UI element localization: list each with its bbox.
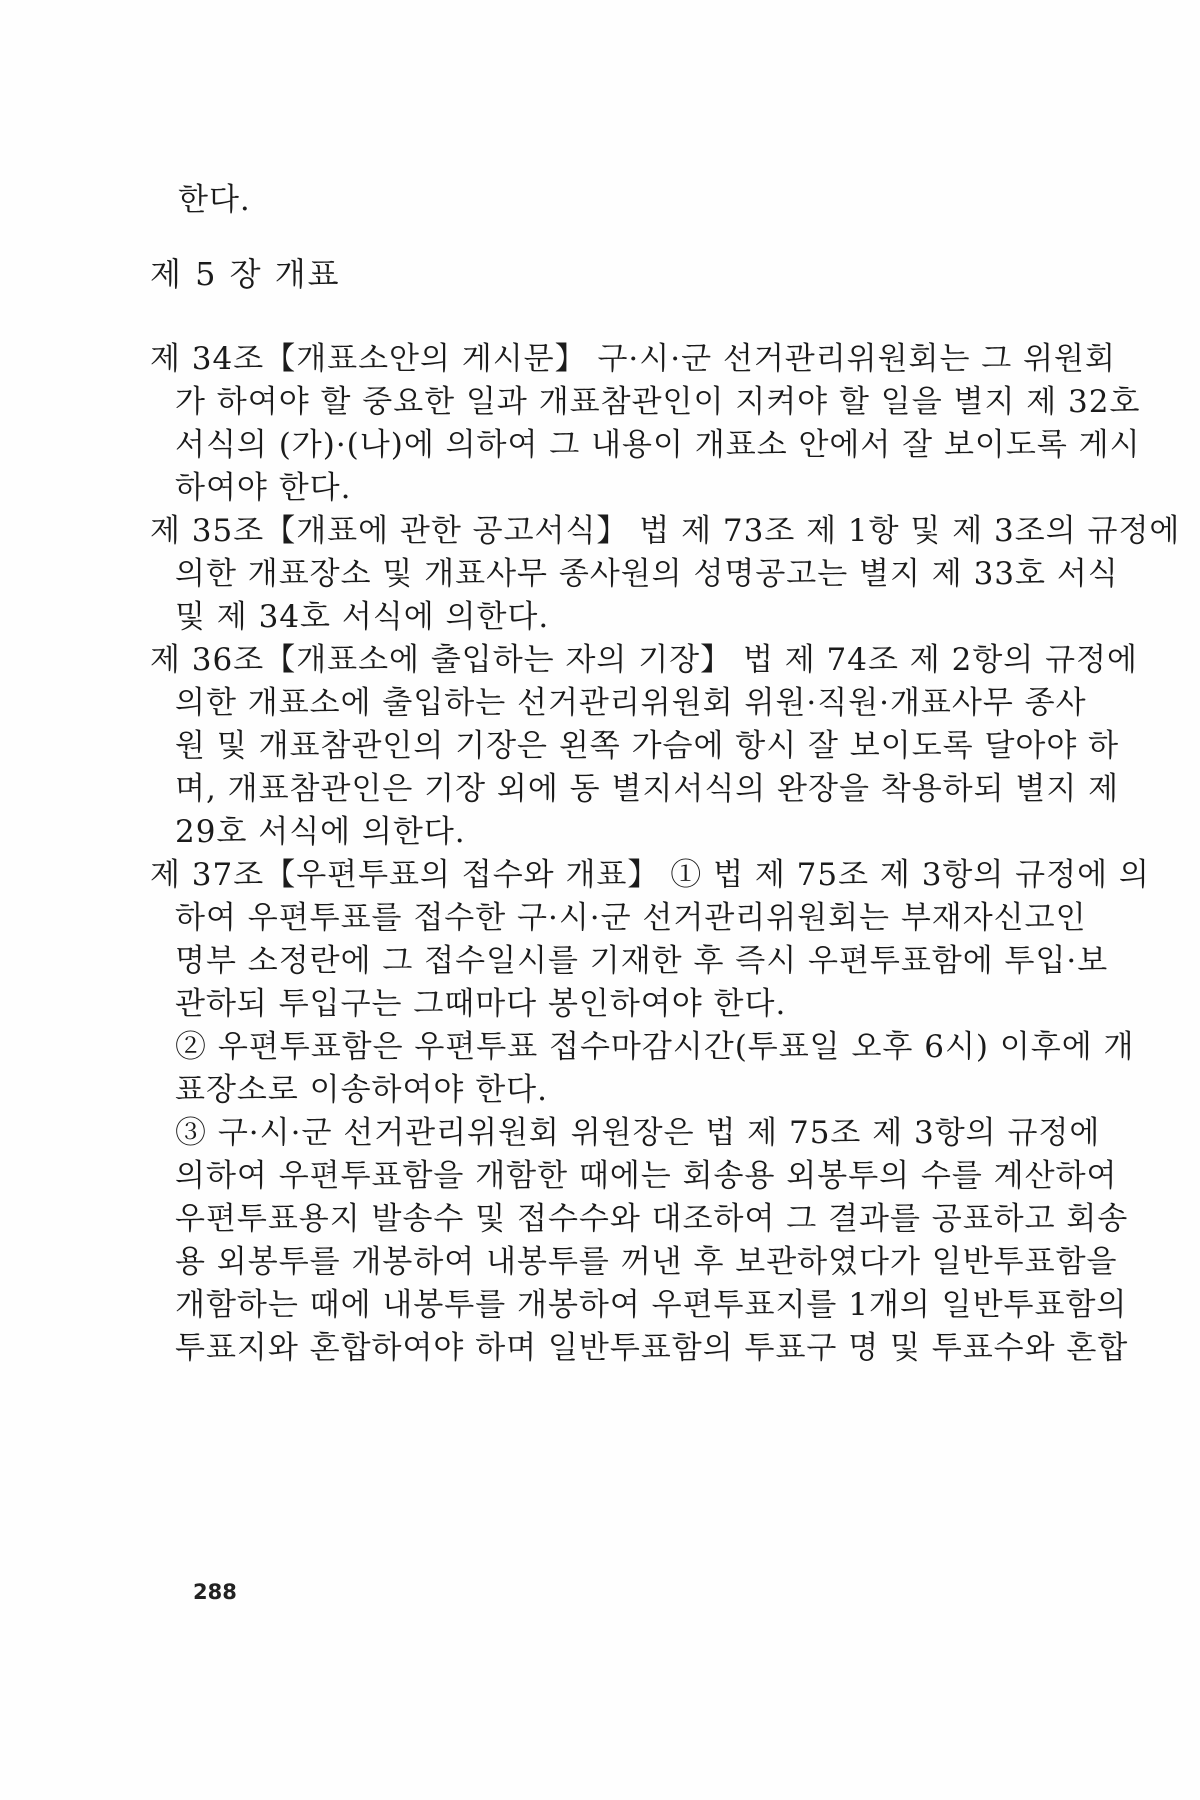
- text-line: 제 35조【개표에 관한 공고서식】 법 제 73조 제 1항 및 제 3조의 규정에: [150, 513, 1181, 549]
- text-line: 제 36조【개표소에 출입하는 자의 기장】 법 제 74조 제 2항의 규정에: [150, 642, 1138, 678]
- text-line: 우편투표용지 발송수 및 접수수와 대조하여 그 결과를 공표하고 회송: [175, 1201, 1129, 1237]
- text-line: 29호 서식에 의한다.: [175, 814, 466, 850]
- text-line: 가 하여야 할 중요한 일과 개표참관인이 지켜야 할 일을 별지 제 32호: [175, 384, 1141, 420]
- text-line: 의한 개표소에 출입하는 선거관리위원회 위원·직원·개표사무 종사: [175, 685, 1087, 721]
- text-line: 용 외봉투를 개봉하여 내봉투를 꺼낸 후 보관하였다가 일반투표함을: [175, 1244, 1118, 1280]
- page-number: 288: [193, 1580, 237, 1604]
- text-line: 의한 개표장소 및 개표사무 종사원의 성명공고는 별지 제 33호 서식: [175, 556, 1119, 592]
- continuation-text: 한다.: [178, 182, 251, 218]
- text-line: ② 우편투표함은 우편투표 접수마감시간(투표일 오후 6시) 이후에 개: [175, 1029, 1135, 1065]
- text-line: 원 및 개표참관인의 기장은 왼쪽 가슴에 항시 잘 보이도록 달아야 하: [175, 728, 1120, 764]
- text-line: 제 37조【우편투표의 접수와 개표】 ① 법 제 75조 제 3항의 규정에 의: [150, 857, 1150, 893]
- text-line: 및 제 34호 서식에 의한다.: [175, 599, 550, 635]
- text-line: 투표지와 혼합하여야 하며 일반투표함의 투표구 명 및 투표수와 혼합: [175, 1330, 1129, 1366]
- text-line: 관하되 투입구는 그때마다 봉인하여야 한다.: [175, 986, 787, 1022]
- text-line: 명부 소정란에 그 접수일시를 기재한 후 즉시 우편투표함에 투입·보: [175, 943, 1109, 979]
- text-line: 서식의 (가)·(나)에 의하여 그 내용이 개표소 안에서 잘 보이도록 게시: [175, 427, 1141, 463]
- chapter-heading: 제 5 장 개표: [150, 255, 341, 293]
- text-line: ③ 구·시·군 선거관리위원회 위원장은 법 제 75조 제 3항의 규정에: [175, 1115, 1101, 1151]
- text-line: 며, 개표참관인은 기장 외에 동 별지서식의 완장을 착용하되 별지 제: [175, 771, 1120, 807]
- text-line: 하여야 한다.: [175, 470, 352, 506]
- text-line: 제 34조【개표소안의 게시문】 구·시·군 선거관리위원회는 그 위원회: [150, 341, 1116, 377]
- text-line: 개함하는 때에 내봉투를 개봉하여 우편투표지를 1개의 일반투표함의: [175, 1287, 1128, 1323]
- text-line: 의하여 우편투표함을 개함한 때에는 회송용 외봉투의 수를 계산하여: [175, 1158, 1118, 1194]
- text-line: 하여 우편투표를 접수한 구·시·군 선거관리위원회는 부재자신고인: [175, 900, 1087, 936]
- text-line: 표장소로 이송하여야 한다.: [175, 1072, 548, 1108]
